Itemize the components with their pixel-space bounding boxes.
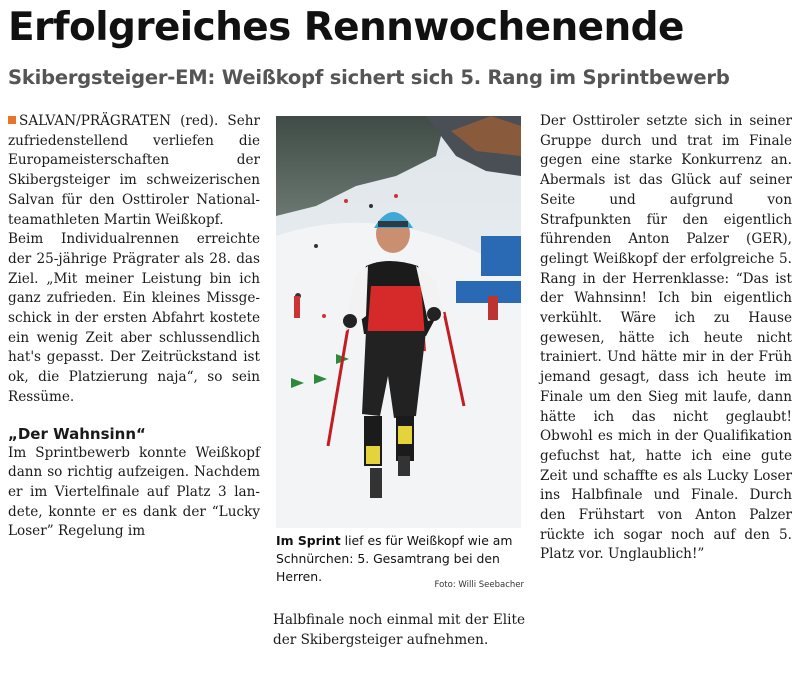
photo-credit: Foto: Willi Seebacher (434, 580, 524, 590)
intro-text: (red). Sehr zufriedenstellend verliefen die Europameisterschaften der Skibergsteiger im schweizerischen Salvan für den Osttiroler Nationalteamathleten Martin Weißkopf. (8, 113, 260, 228)
caption-text: lief es für Weißkopf wie am Schnürchen: 5. Gesamtrang bei den Herren. (276, 533, 513, 584)
paragraph-intro (8, 112, 260, 230)
article-column-1 (8, 112, 260, 542)
article-column-2 (273, 611, 525, 650)
skier-photo-illustration (276, 116, 521, 528)
section-subtitle: „Der Wahnsinn“ (8, 424, 146, 443)
photo-caption (276, 532, 526, 586)
paragraph-semifinal: Halbfinale noch einmal mit der Elite der Skibergsteiger aufnehmen. (273, 612, 525, 648)
article-photo (276, 116, 521, 528)
article-column-3 (540, 112, 792, 565)
paragraph-final: Der Osttiroler setzte sich in seiner Gruppe durch und trat im Finale gegen eine starke Konkurrenz an. Abermals ist das Glück auf seiner Seite und aufgrund von Strafpunkten für den eigentlich führenden Anton Palzer (GER), gelingt Weißkopf der erfolgreiche 5. Rang in der Herrenklasse: “Das ist der Wahnsinn! Ich bin eigentlich verkühlt. Wäre ich zu Hause gewesen, hätte ich heute nicht trainiert. Und hätte mir in der Früh jemand gesagt, dass ich heute im Finale um den Sieg mit laufe, dann hätte ich das nicht geglaubt! Obwohl es mich in der Qualifikation gefuchst hat, hatte ich eine gute Zeit und schaffte es als Lucky Loser ins Halbfinale und Finale. Durch den Frühstart von Anton Palzer rückte ich sogar noch auf den 5. Platz vor. Unglaublich!” (540, 113, 792, 563)
paragraph-individual-race: Beim Individualrennen erreichte der 25-jährige Prägrater als 28. das Ziel. „Mit meiner Leistung bin ich ganz zufrieden. Ein kleines Missgeschick in der ersten Abfahrt kostete ein wenig Zeit aber schlussendlich hat's gepasst. Der Zeitrückstand ist ok, die Platzierung naja“, so sein Ressüme. (8, 231, 260, 405)
subheadline: Skibergsteiger-EM: Weißkopf sichert sich 5. Rang im Sprintbewerb (8, 66, 730, 89)
headline: Erfolgreiches Rennwochenende (8, 5, 684, 50)
caption-lead: Im Sprint (276, 533, 341, 548)
paragraph-sprint: Im Sprintbewerb konnte Weißkopf dann so richtig aufzeigen. Nachdem er im Viertelfinale auf Platz 3 landete, konnte er es dank der “Lucky Loser” Regelung im (8, 444, 260, 540)
dateline: SALVAN/PRÄGRATEN (19, 113, 171, 129)
square-bullet-icon (8, 116, 16, 124)
